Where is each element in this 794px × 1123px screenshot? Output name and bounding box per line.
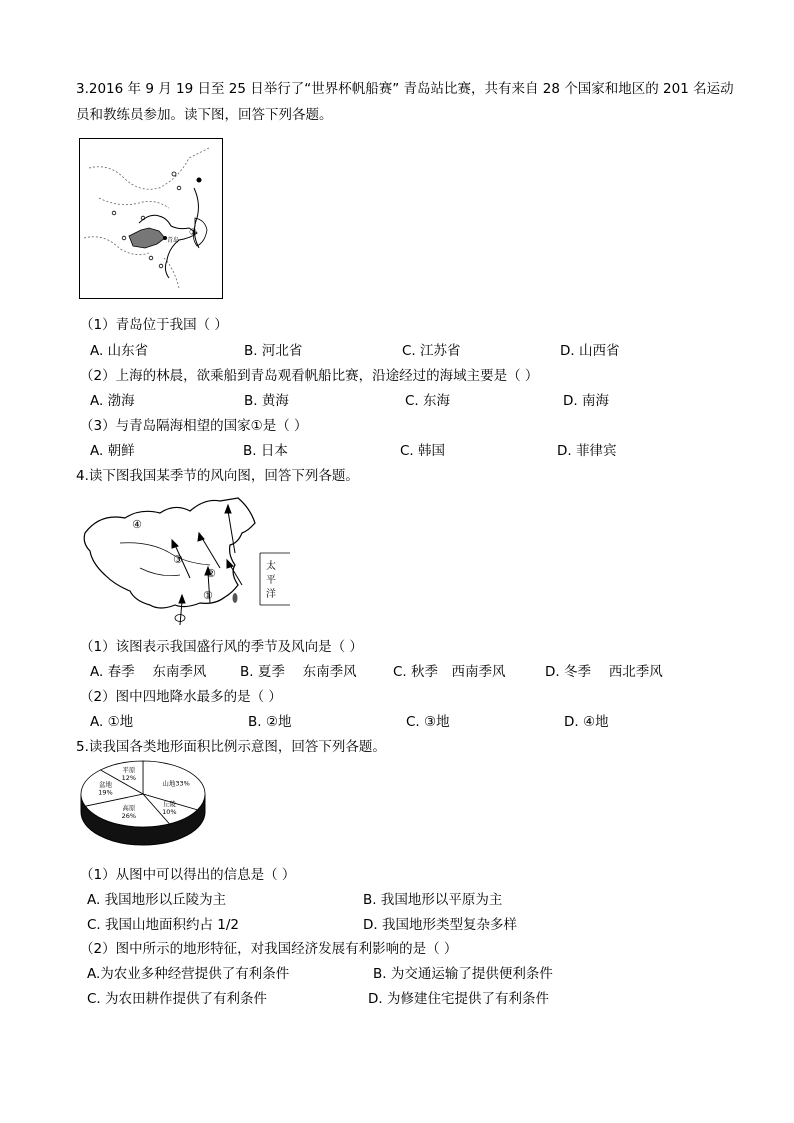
- q3-sub2-option-d[interactable]: D. 南海: [563, 393, 609, 409]
- pie-label-4: 平原 12%: [121, 765, 137, 782]
- q4-sub1-option-c[interactable]: C. 秋季 西南季风: [393, 664, 506, 680]
- q4-map-mark-1: ①: [203, 589, 213, 602]
- q3-sub2-question: （2）上海的林晨，欲乘船到青岛观看帆船比赛，沿途经过的海域主要是（ ）: [80, 368, 539, 384]
- q4-sub2-option-c[interactable]: C. ③地: [406, 714, 450, 730]
- pie-label-1: 丘陵 10%: [162, 799, 177, 816]
- q3-sub3-option-c[interactable]: C. 韩国: [400, 443, 446, 459]
- q3-sub3-option-d[interactable]: D. 菲律宾: [557, 443, 617, 459]
- q4-sub2-option-b[interactable]: B. ②地: [248, 714, 292, 730]
- q4-ocean-label-1: 太: [266, 561, 276, 572]
- pie-label-3: 盆地 19%: [98, 780, 113, 797]
- q5-sub2-option-b[interactable]: B. 为交通运输了提供便利条件: [373, 966, 553, 982]
- q5-sub2-option-d[interactable]: D. 为修建住宅提供了有利条件: [368, 991, 549, 1007]
- q4-sub2-option-a[interactable]: A. ①地: [90, 714, 134, 730]
- q3-sub2-option-b[interactable]: B. 黄海: [244, 393, 289, 409]
- q5-stem: 5.读我国各类地形面积比例示意图，回答下列各题。: [76, 739, 386, 755]
- q4-map-mark-4: ④: [132, 518, 142, 531]
- q4-sub1-option-a[interactable]: A. 春季 东南季风: [90, 664, 207, 680]
- q3-sub3-question: （3）与青岛隔海相望的国家①是（ ）: [80, 418, 308, 434]
- q4-ocean-label-2: 平: [266, 575, 276, 586]
- q4-ocean-label-3: 洋: [266, 589, 276, 600]
- q5-sub1-option-a[interactable]: A. 我国地形以丘陵为主: [87, 892, 227, 908]
- q4-sub2-question: （2）图中四地降水最多的是（ ）: [80, 689, 282, 705]
- q4-sub1-question: （1）该图表示我国盛行风的季节及风向是（ ）: [80, 639, 363, 655]
- q4-sub2-option-d[interactable]: D. ④地: [564, 714, 609, 730]
- q5-sub2-question: （2）图中所示的地形特征，对我国经济发展有利影响的是（ ）: [80, 941, 458, 957]
- terrain-pie-chart: [79, 758, 209, 850]
- q3-sub1-option-d[interactable]: D. 山西省: [560, 343, 620, 359]
- q5-sub2-option-a[interactable]: A.为农业多种经营提供了有利条件: [87, 966, 290, 982]
- q3-sub1-question: （1）青岛位于我国（ ）: [80, 317, 228, 333]
- q5-sub1-option-b[interactable]: B. 我国地形以平原为主: [363, 892, 503, 908]
- q4-wind-map: [80, 493, 290, 625]
- q5-sub1-option-d[interactable]: D. 我国地形类型复杂多样: [363, 917, 517, 933]
- q4-stem: 4.读下图我国某季节的风向图，回答下列各题。: [76, 468, 359, 484]
- q4-sub1-option-b[interactable]: B. 夏季 东南季风: [240, 664, 357, 680]
- q3-sub3-option-b[interactable]: B. 日本: [243, 443, 288, 459]
- q5-sub2-option-c[interactable]: C. 为农田耕作提供了有利条件: [87, 991, 268, 1007]
- q3-map: [79, 138, 223, 299]
- q3-sub3-option-a[interactable]: A. 朝鲜: [90, 443, 135, 459]
- pie-label-0: 山地33%: [162, 779, 190, 788]
- q3-map-city-label: 青岛: [167, 237, 180, 244]
- pie-label-2: 高原 26%: [121, 804, 137, 821]
- q3-stem-line1: 3.2016 年 9 月 19 日至 25 日举行了“世界杯帆船赛” 青岛站比赛，共有来自 28 个国家和地区的 201 名运动: [76, 81, 734, 97]
- q3-sub1-option-a[interactable]: A. 山东省: [90, 343, 149, 359]
- q3-sub2-option-a[interactable]: A. 渤海: [90, 393, 135, 409]
- q3-stem-line2: 员和教练员参加。读下图，回答下列各题。: [76, 107, 333, 123]
- terrain-pie-svg: [79, 758, 209, 850]
- q3-sub1-option-c[interactable]: C. 江苏省: [402, 343, 461, 359]
- q4-sub1-option-d[interactable]: D. 冬季 西北季风: [545, 664, 663, 680]
- q3-sub1-option-b[interactable]: B. 河北省: [244, 343, 303, 359]
- q5-sub1-option-c[interactable]: C. 我国山地面积约占 1/2: [87, 917, 240, 933]
- q4-map-mark-3: ③: [173, 553, 183, 566]
- q5-sub1-question: （1）从图中可以得出的信息是（ ）: [80, 867, 296, 883]
- q3-map-country-mark: ①: [189, 228, 198, 238]
- q4-map-mark-2: ②: [206, 567, 216, 580]
- q3-sub2-option-c[interactable]: C. 东海: [405, 393, 451, 409]
